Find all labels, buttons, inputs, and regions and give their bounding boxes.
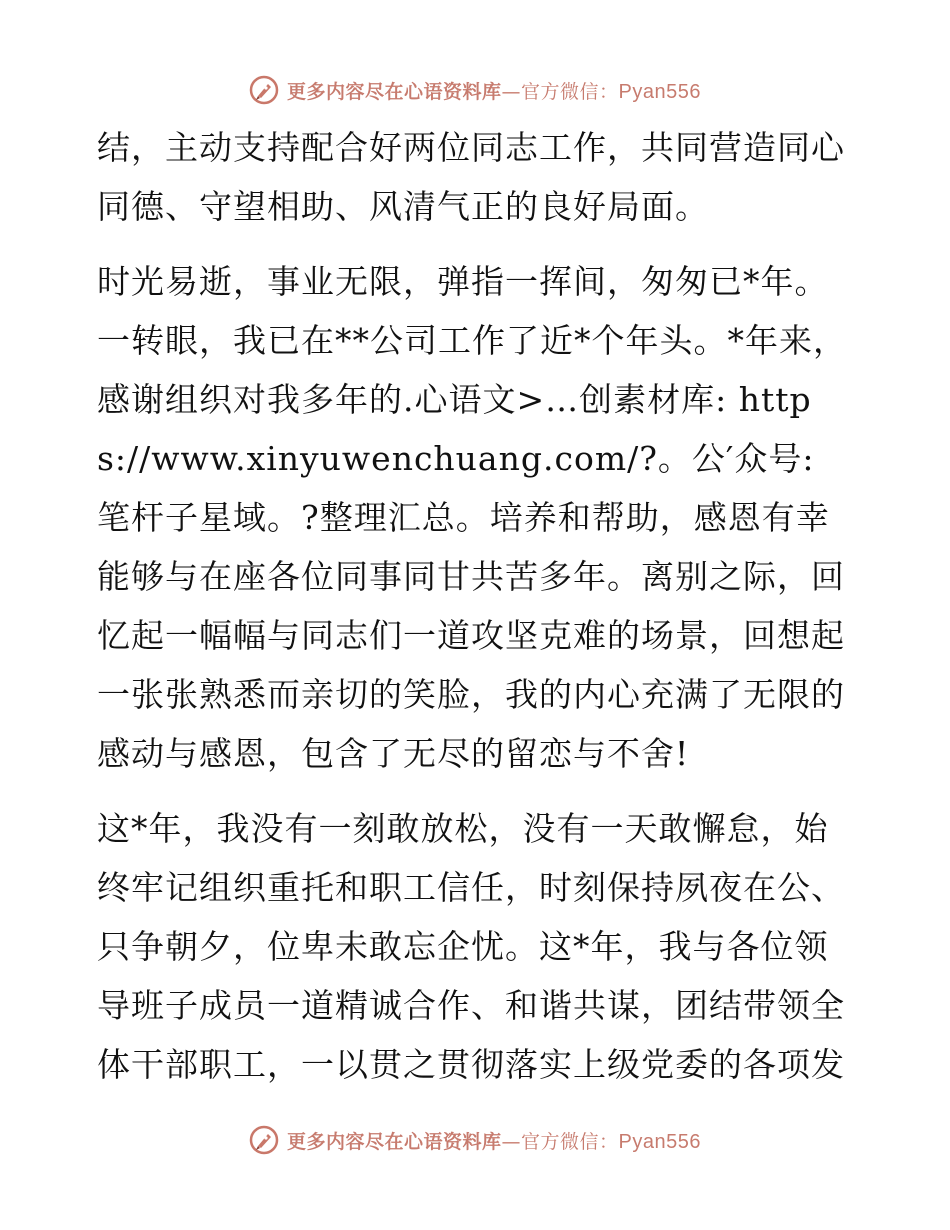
footer-wechat-id: Pyan556 [618, 1130, 701, 1153]
footer-sub-text: 官方微信： [521, 1130, 619, 1153]
document-body [97, 118, 857, 1094]
footer-text [287, 1127, 701, 1154]
footer-main-text: 更多内容尽在心语资料库 [287, 1130, 502, 1153]
header-dash: — [501, 80, 522, 103]
paragraph-1: 结，主动支持配合好两位同志工作，共同营造同心同德、守望相助、风清气正的良好局面。 [97, 128, 845, 226]
paragraph-2: 时光易逝，事业无限，弹指一挥间，匆匆已*年。一转眼，我已在**公司工作了近*个年头。*年来，感谢组织对我多年的.心语文>…创素材库: https://www.xinyuwenchuang.com/?。公′众号: 笔杆子星域。?整理汇总。培养和帮助，感恩有幸能够与在座各位同事同甘共苦多年。离别之际，回忆起一幅幅与同志们一道攻坚克难的场景，回想起一张张熟悉而亲切的笑脸，我的内心充满了无限的感动与感恩，包含了无尽的留恋与不舍! [97, 262, 847, 773]
header-text [287, 77, 701, 104]
pen-nib-logo-icon [249, 75, 279, 105]
header-sub-text: 官方微信： [521, 80, 619, 103]
header-banner [0, 70, 950, 110]
header-main-text: 更多内容尽在心语资料库 [287, 80, 502, 103]
pen-nib-logo-icon [249, 1125, 279, 1155]
paragraph-3: 这*年，我没有一刻敢放松，没有一天敢懈怠，始终牢记组织重托和职工信任，时刻保持夙夜在公、只争朝夕，位卑未敢忘企忧。这*年，我与各位领导班子成员一道精诚合作、和谐共谋，团结带领全体干部职工，一以贯之贯彻落实上级党委的各项发 [97, 809, 845, 1084]
header-wechat-id: Pyan556 [618, 80, 701, 103]
footer-dash: — [501, 1130, 522, 1153]
footer-banner [0, 1120, 950, 1160]
